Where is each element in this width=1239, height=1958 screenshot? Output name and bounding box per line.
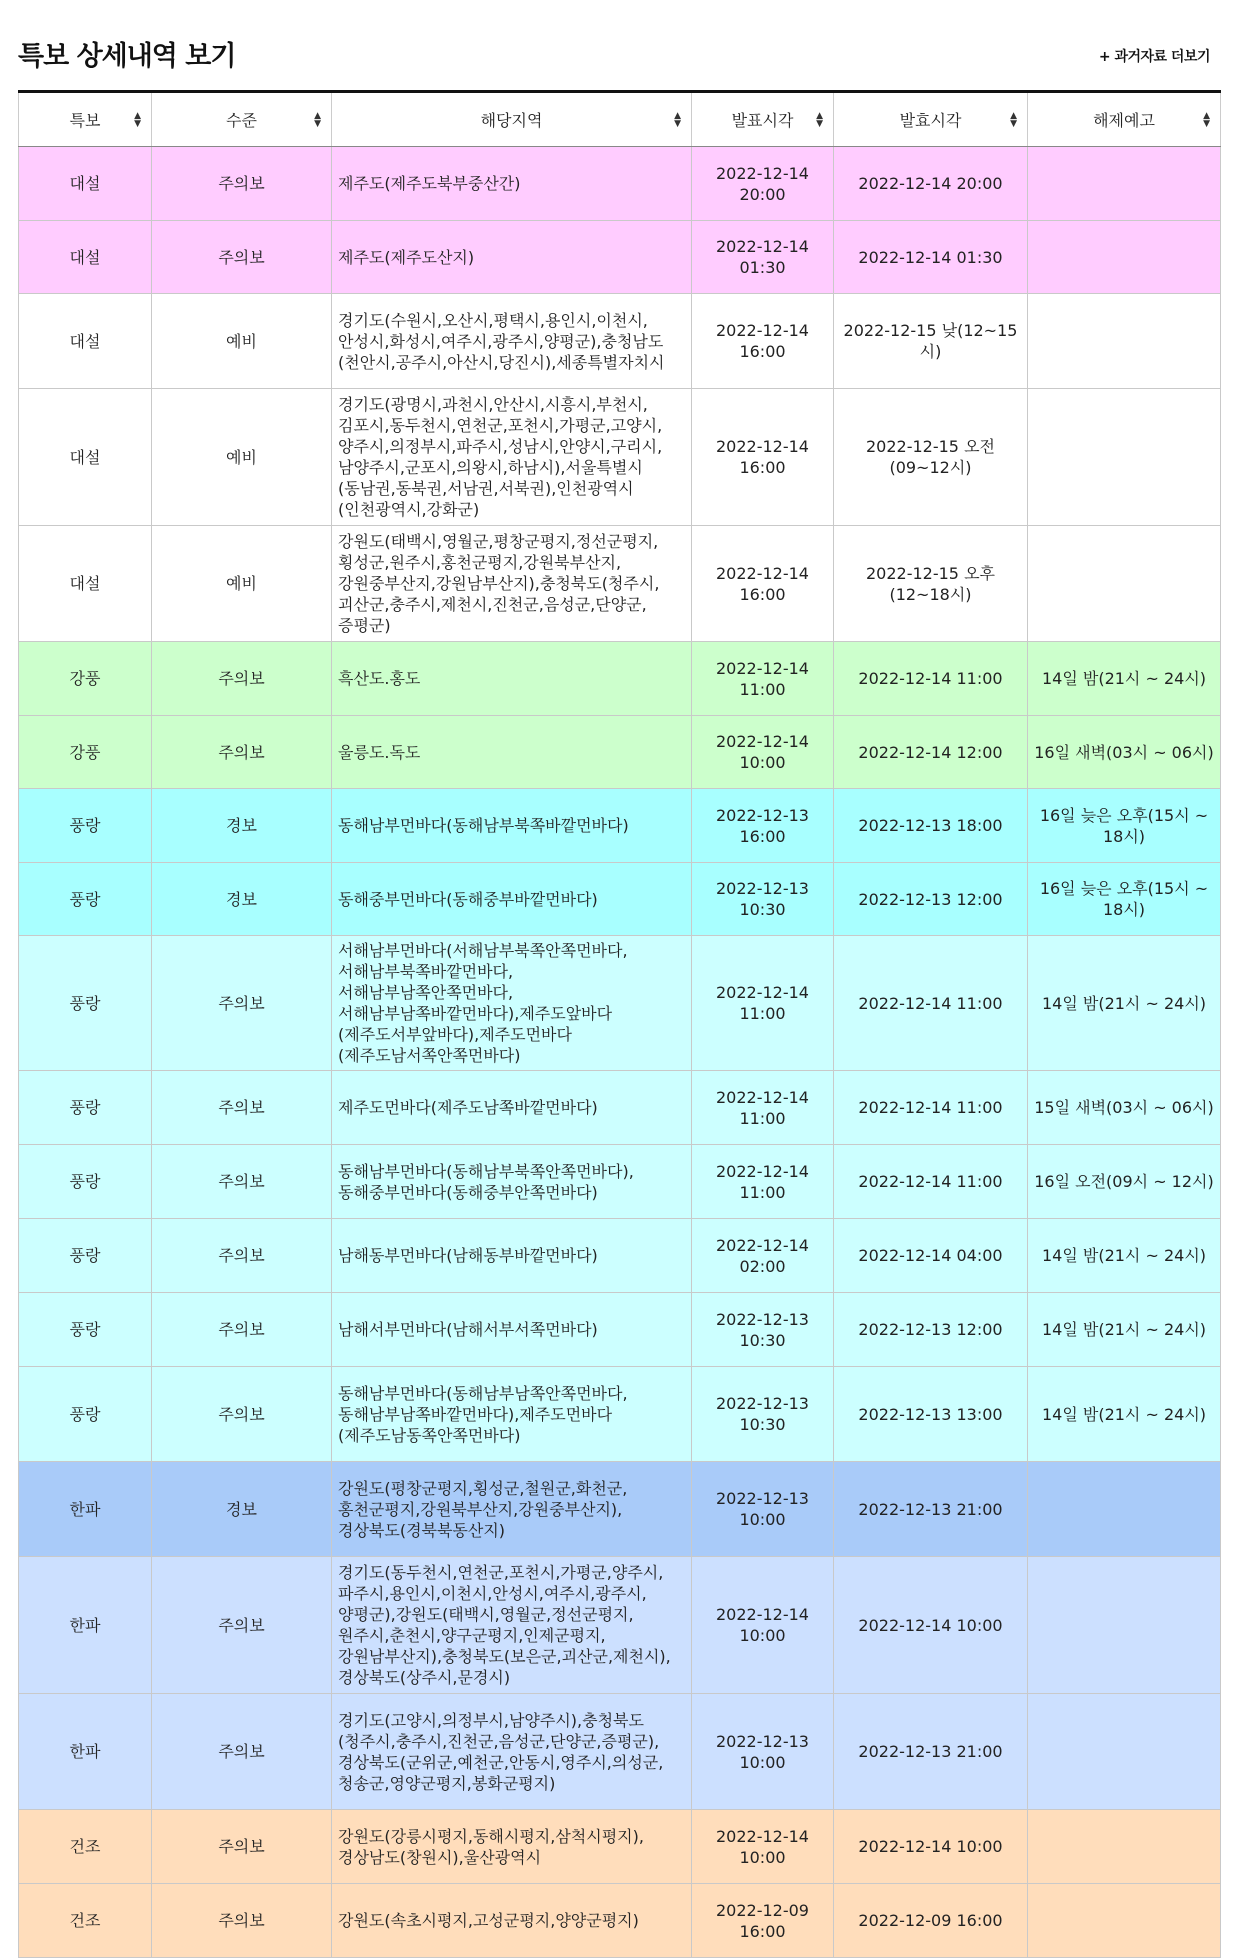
table-row xyxy=(19,1694,1221,1810)
column-header-release[interactable] xyxy=(1028,92,1221,147)
table-row xyxy=(19,1557,1221,1694)
column-header-label: 발효시각 xyxy=(899,111,962,130)
cell-effective: 2022-12-13 13:00 xyxy=(834,1367,1028,1462)
cell-level: 주의보 xyxy=(152,1145,332,1219)
cell-announced: 2022-12-14 11:00 xyxy=(692,936,834,1071)
cell-level: 주의보 xyxy=(152,1293,332,1367)
cell-level: 주의보 xyxy=(152,1219,332,1293)
table-row xyxy=(19,863,1221,936)
cell-announced: 2022-12-13 10:30 xyxy=(692,1367,834,1462)
cell-type: 한파 xyxy=(19,1694,152,1810)
cell-level: 경보 xyxy=(152,863,332,936)
cell-level: 예비 xyxy=(152,294,332,389)
table-body xyxy=(19,147,1221,1958)
cell-announced: 2022-12-13 10:30 xyxy=(692,863,834,936)
cell-announced: 2022-12-14 11:00 xyxy=(692,1071,834,1145)
cell-type: 대설 xyxy=(19,294,152,389)
cell-area: 흑산도.홍도 xyxy=(332,642,692,716)
cell-area: 강원도(강릉시평지,동해시평지,삼척시평지),경상남도(창원시),울산광역시 xyxy=(332,1810,692,1884)
table-row xyxy=(19,147,1221,221)
cell-effective: 2022-12-14 12:00 xyxy=(834,716,1028,789)
cell-type: 풍랑 xyxy=(19,1145,152,1219)
table-row xyxy=(19,389,1221,526)
cell-effective: 2022-12-14 10:00 xyxy=(834,1810,1028,1884)
cell-release xyxy=(1028,1810,1221,1884)
cell-release xyxy=(1028,1884,1221,1958)
column-header-label: 발표시각 xyxy=(731,111,794,130)
cell-level: 예비 xyxy=(152,526,332,642)
cell-effective: 2022-12-14 20:00 xyxy=(834,147,1028,221)
cell-area: 서해남부먼바다(서해남부북쪽안쪽먼바다,서해남부북쪽바깥먼바다,서해남부남쪽안쪽먼바다,서해남부남쪽바깥먼바다),제주도앞바다(제주도서부앞바다),제주도먼바다(제주도남서쪽안쪽먼바다) xyxy=(332,936,692,1071)
cell-release xyxy=(1028,389,1221,526)
cell-effective: 2022-12-14 10:00 xyxy=(834,1557,1028,1694)
cell-effective: 2022-12-14 11:00 xyxy=(834,1145,1028,1219)
cell-level: 주의보 xyxy=(152,1367,332,1462)
table-row xyxy=(19,1293,1221,1367)
cell-level: 주의보 xyxy=(152,1557,332,1694)
cell-effective: 2022-12-13 12:00 xyxy=(834,863,1028,936)
cell-release: 14일 밤(21시 ~ 24시) xyxy=(1028,1367,1221,1462)
table-row xyxy=(19,1810,1221,1884)
table-row xyxy=(19,1071,1221,1145)
table-header-row xyxy=(19,92,1221,147)
cell-announced: 2022-12-14 10:00 xyxy=(692,1557,834,1694)
column-header-label: 수준 xyxy=(226,111,257,130)
cell-announced: 2022-12-13 10:00 xyxy=(692,1462,834,1557)
cell-release xyxy=(1028,147,1221,221)
cell-announced: 2022-12-14 01:30 xyxy=(692,221,834,294)
cell-level: 주의보 xyxy=(152,147,332,221)
cell-release: 15일 새벽(03시 ~ 06시) xyxy=(1028,1071,1221,1145)
cell-area: 동해남부먼바다(동해남부북쪽안쪽먼바다),동해중부먼바다(동해중부안쪽먼바다) xyxy=(332,1145,692,1219)
cell-area: 강원도(평창군평지,횡성군,철원군,화천군,홍천군평지,강원북부산지,강원중부산지),경상북도(경북북동산지) xyxy=(332,1462,692,1557)
table-row xyxy=(19,1367,1221,1462)
cell-announced: 2022-12-14 11:00 xyxy=(692,1145,834,1219)
column-header-area[interactable] xyxy=(332,92,692,147)
page-title: 특보 상세내역 보기 xyxy=(18,41,236,72)
cell-type: 풍랑 xyxy=(19,789,152,863)
cell-announced: 2022-12-13 10:00 xyxy=(692,1694,834,1810)
cell-area: 경기도(고양시,의정부시,남양주시),충청북도(청주시,충주시,진천군,음성군,단양군,증평군),경상북도(군위군,예천군,안동시,영주시,의성군,청송군,영양군평지,봉화군평지) xyxy=(332,1694,692,1810)
cell-effective: 2022-12-13 21:00 xyxy=(834,1462,1028,1557)
table-row xyxy=(19,716,1221,789)
cell-release: 14일 밤(21시 ~ 24시) xyxy=(1028,642,1221,716)
cell-announced: 2022-12-14 16:00 xyxy=(692,389,834,526)
cell-area: 울릉도.독도 xyxy=(332,716,692,789)
cell-area: 경기도(광명시,과천시,안산시,시흥시,부천시,김포시,동두천시,연천군,포천시,가평군,고양시,양주시,의정부시,파주시,성남시,안양시,구리시,남양주시,군포시,의왕시,하남시),서울특별시(동남권,동북권,서남권,서북권),인천광역시(인천광역시,강화군) xyxy=(332,389,692,526)
cell-level: 경보 xyxy=(152,1462,332,1557)
cell-announced: 2022-12-14 02:00 xyxy=(692,1219,834,1293)
cell-effective: 2022-12-15 오후(12~18시) xyxy=(834,526,1028,642)
cell-area: 동해남부먼바다(동해남부북쪽바깥먼바다) xyxy=(332,789,692,863)
cell-level: 주의보 xyxy=(152,221,332,294)
cell-release xyxy=(1028,526,1221,642)
cell-type: 풍랑 xyxy=(19,1071,152,1145)
cell-release: 16일 늦은 오후(15시 ~ 18시) xyxy=(1028,789,1221,863)
table-row xyxy=(19,294,1221,389)
cell-area: 제주도(제주도북부중산간) xyxy=(332,147,692,221)
cell-area: 경기도(수원시,오산시,평택시,용인시,이천시,안성시,화성시,여주시,광주시,양평군),충청남도(천안시,공주시,아산시,당진시),세종특별자치시 xyxy=(332,294,692,389)
table-row xyxy=(19,642,1221,716)
cell-level: 주의보 xyxy=(152,716,332,789)
column-header-label: 특보 xyxy=(69,111,101,130)
cell-type: 한파 xyxy=(19,1462,152,1557)
cell-type: 풍랑 xyxy=(19,1219,152,1293)
table-row xyxy=(19,1219,1221,1293)
warning-detail-table xyxy=(18,90,1221,1958)
table-row xyxy=(19,936,1221,1071)
cell-type: 대설 xyxy=(19,389,152,526)
cell-release: 16일 새벽(03시 ~ 06시) xyxy=(1028,716,1221,789)
table-row xyxy=(19,789,1221,863)
cell-type: 건조 xyxy=(19,1884,152,1958)
cell-announced: 2022-12-14 11:00 xyxy=(692,642,834,716)
column-header-level[interactable] xyxy=(152,92,332,147)
cell-level: 주의보 xyxy=(152,1810,332,1884)
cell-area: 제주도(제주도산지) xyxy=(332,221,692,294)
column-header-type[interactable] xyxy=(19,92,152,147)
cell-area: 경기도(동두천시,연천군,포천시,가평군,양주시,파주시,용인시,이천시,안성시,여주시,광주시,양평군),강원도(태백시,영월군,정선군평지,원주시,춘천시,양구군평지,인제군평지,강원남부산지),충청북도(보은군,괴산군,제천시),경상북도(상주시,문경시) xyxy=(332,1557,692,1694)
cell-area: 강원도(속초시평지,고성군평지,양양군평지) xyxy=(332,1884,692,1958)
table-row xyxy=(19,1884,1221,1958)
cell-level: 주의보 xyxy=(152,936,332,1071)
table-row xyxy=(19,221,1221,294)
sort-icon[interactable]: ▲ ▼ xyxy=(134,110,141,129)
cell-type: 대설 xyxy=(19,221,152,294)
cell-area: 제주도먼바다(제주도남쪽바깥먼바다) xyxy=(332,1071,692,1145)
cell-effective: 2022-12-13 12:00 xyxy=(834,1293,1028,1367)
cell-announced: 2022-12-09 16:00 xyxy=(692,1884,834,1958)
column-header-effective[interactable] xyxy=(834,92,1028,147)
sort-icon[interactable]: ▲ ▼ xyxy=(674,110,681,129)
cell-effective: 2022-12-14 01:30 xyxy=(834,221,1028,294)
sort-icon[interactable]: ▲ ▼ xyxy=(314,110,321,129)
cell-effective: 2022-12-13 18:00 xyxy=(834,789,1028,863)
cell-release xyxy=(1028,1557,1221,1694)
cell-type: 강풍 xyxy=(19,716,152,789)
cell-effective: 2022-12-15 오전(09~12시) xyxy=(834,389,1028,526)
cell-announced: 2022-12-14 16:00 xyxy=(692,294,834,389)
cell-effective: 2022-12-13 21:00 xyxy=(834,1694,1028,1810)
cell-release xyxy=(1028,221,1221,294)
cell-type: 풍랑 xyxy=(19,936,152,1071)
column-header-label: 해제예고 xyxy=(1093,111,1155,130)
cell-level: 예비 xyxy=(152,389,332,526)
cell-type: 한파 xyxy=(19,1557,152,1694)
cell-level: 주의보 xyxy=(152,1884,332,1958)
cell-type: 풍랑 xyxy=(19,1367,152,1462)
cell-announced: 2022-12-14 20:00 xyxy=(692,147,834,221)
cell-type: 강풍 xyxy=(19,642,152,716)
column-header-announced[interactable] xyxy=(692,92,834,147)
cell-area: 남해서부먼바다(남해서부서쪽먼바다) xyxy=(332,1293,692,1367)
cell-release: 14일 밤(21시 ~ 24시) xyxy=(1028,936,1221,1071)
cell-type: 대설 xyxy=(19,526,152,642)
past-data-more-link[interactable]: + 과거자료 더보기 xyxy=(1098,49,1210,65)
cell-release: 14일 밤(21시 ~ 24시) xyxy=(1028,1293,1221,1367)
cell-type: 풍랑 xyxy=(19,1293,152,1367)
cell-level: 경보 xyxy=(152,789,332,863)
cell-effective: 2022-12-14 11:00 xyxy=(834,642,1028,716)
cell-release: 14일 밤(21시 ~ 24시) xyxy=(1028,1219,1221,1293)
cell-effective: 2022-12-14 11:00 xyxy=(834,936,1028,1071)
table-row xyxy=(19,1145,1221,1219)
cell-release xyxy=(1028,1462,1221,1557)
cell-release xyxy=(1028,1694,1221,1810)
cell-area: 강원도(태백시,영월군,평창군평지,정선군평지,횡성군,원주시,홍천군평지,강원북부산지,강원중부산지,강원남부산지),충청북도(청주시,괴산군,충주시,제천시,진천군,음성군,단양군,증평군) xyxy=(332,526,692,642)
cell-effective: 2022-12-09 16:00 xyxy=(834,1884,1028,1958)
sort-icon[interactable]: ▲ ▼ xyxy=(1010,110,1017,129)
cell-level: 주의보 xyxy=(152,642,332,716)
sort-icon[interactable]: ▲ ▼ xyxy=(1203,110,1210,129)
cell-effective: 2022-12-15 낮(12~15시) xyxy=(834,294,1028,389)
cell-level: 주의보 xyxy=(152,1694,332,1810)
cell-type: 건조 xyxy=(19,1810,152,1884)
table-row xyxy=(19,1462,1221,1557)
cell-announced: 2022-12-14 10:00 xyxy=(692,716,834,789)
cell-area: 동해중부먼바다(동해중부바깥먼바다) xyxy=(332,863,692,936)
cell-announced: 2022-12-13 10:30 xyxy=(692,1293,834,1367)
column-header-label: 해당지역 xyxy=(480,111,543,130)
cell-level: 주의보 xyxy=(152,1071,332,1145)
cell-release: 16일 늦은 오후(15시 ~ 18시) xyxy=(1028,863,1221,936)
cell-area: 동해남부먼바다(동해남부남쪽안쪽먼바다,동해남부남쪽바깥먼바다),제주도먼바다(제주도남동쪽안쪽먼바다) xyxy=(332,1367,692,1462)
cell-type: 풍랑 xyxy=(19,863,152,936)
cell-announced: 2022-12-14 16:00 xyxy=(692,526,834,642)
cell-release: 16일 오전(09시 ~ 12시) xyxy=(1028,1145,1221,1219)
cell-effective: 2022-12-14 11:00 xyxy=(834,1071,1028,1145)
cell-announced: 2022-12-13 16:00 xyxy=(692,789,834,863)
cell-announced: 2022-12-14 10:00 xyxy=(692,1810,834,1884)
cell-release xyxy=(1028,294,1221,389)
cell-effective: 2022-12-14 04:00 xyxy=(834,1219,1028,1293)
page-header xyxy=(18,34,1220,74)
cell-type: 대설 xyxy=(19,147,152,221)
cell-area: 남해동부먼바다(남해동부바깥먼바다) xyxy=(332,1219,692,1293)
sort-icon[interactable]: ▲ ▼ xyxy=(816,110,823,129)
table-row xyxy=(19,526,1221,642)
